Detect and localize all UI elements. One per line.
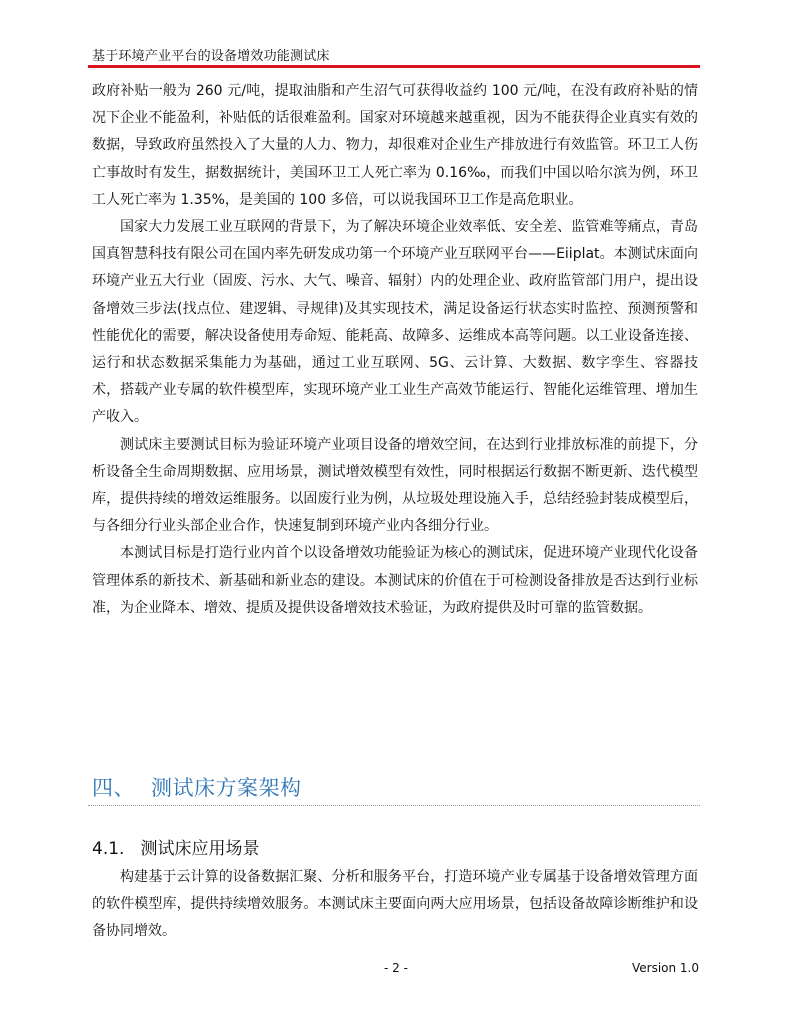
paragraph-2: 国家大力发展工业互联网的背景下，为了解决环境企业效率低、安全差、监管难等痛点，青岛国真智慧科技有限公司在国内率先研发成功第一个环境产业互联网平台——Eiiplat。本测试床面向环境产业五大行业（固废、污水、大气、噪音、辐射）内的处理企业、政府监管部门用户，提出设备增效三步法(找点位、建逻辑、寻规律)及其实现技术，满足设备运行状态实时监控、预测预警和性能优化的需要，解决设备使用寿命短、能耗高、故障多、运维成本高等问题。以工业设备连接、运行和状态数据采集能力为基础，通过工业互联网、5G、云计算、大数据、数字孪生、容器技术，搭载产业专属的软件模型库，实现环境产业工业生产高效节能运行、智能化运维管理、增加生产收入。 [92, 219, 698, 426]
section-rule [88, 805, 700, 806]
subsection-heading [92, 834, 259, 859]
page-number: - 2 - [384, 961, 408, 975]
section-heading [92, 772, 302, 802]
header-rule [88, 65, 700, 68]
paragraph-1: 政府补贴一般为 260 元/吨，提取油脂和产生沼气可获得收益约 100 元/吨，在没有政府补贴的情况下企业不能盈利，补贴低的话很难盈利。国家对环境越来越重视，因为不能获得企业真实有效的数据，导致政府虽然投入了大量的人力、物力，却很难对企业生产排放进行有效监管。环卫工人伤亡事故时有发生，据数据统计，美国环卫工人死亡率为 0.16‰，而我们中国以哈尔滨为例，环卫工人死亡率为 1.35%，是美国的 100 多倍，可以说我国环卫工作是高危职业。 [92, 83, 698, 208]
body-text [92, 78, 698, 622]
running-header: 基于环境产业平台的设备增效功能测试床 [92, 49, 330, 64]
paragraph-4: 本测试目标是打造行业内首个以设备增效功能验证为核心的测试床，促进环境产业现代化设备管理体系的新技术、新基础和新业态的建设。本测试床的价值在于可检测设备排放是否达到行业标准，为企业降本、增效、提质及提供设备增效技术验证，为政府提供及时可靠的监管数据。 [92, 545, 698, 616]
section-title: 测试床方案架构 [151, 776, 302, 800]
subsection-number: 4.1. [92, 839, 125, 859]
version-label: Version 1.0 [631, 961, 699, 975]
subsection-paragraph: 构建基于云计算的设备数据汇聚、分析和服务平台，打造环境产业专属基于设备增效管理方面的软件模型库，提供持续增效服务。本测试床主要面向两大应用场景，包括设备故障诊断维护和设备协同增效。 [92, 869, 698, 940]
subsection-title: 测试床应用场景 [140, 839, 260, 859]
paragraph-3: 测试床主要测试目标为验证环境产业项目设备的增效空间，在达到行业排放标准的前提下，分析设备全生命周期数据、应用场景，测试增效模型有效性，同时根据运行数据不断更新、迭代模型库，提供持续的增效运维服务。以固废行业为例，从垃圾处理设施入手，总结经验封装成模型后，与各细分行业头部企业合作，快速复制到环境产业内各细分行业。 [92, 436, 698, 535]
section-number: 四、 [92, 776, 135, 800]
subsection-body [92, 864, 698, 946]
